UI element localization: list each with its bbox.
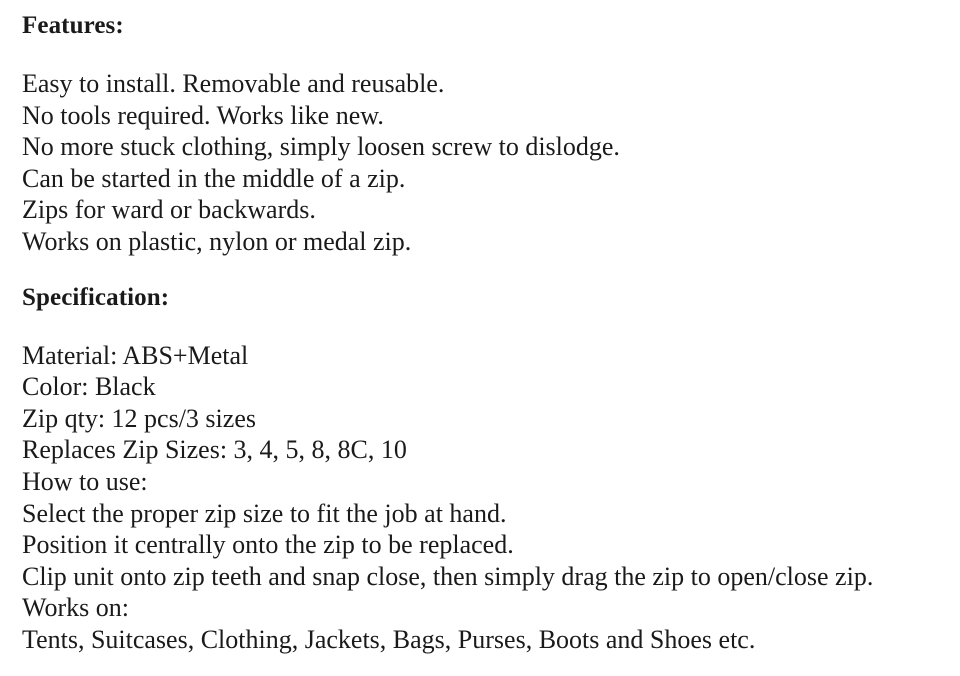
features-line: No more stuck clothing, simply loosen screw to dislodge. (22, 132, 620, 162)
specification-line: Replaces Zip Sizes: 3, 4, 5, 8, 8C, 10 (22, 435, 407, 465)
specification-line: Tents, Suitcases, Clothing, Jackets, Bags, Purses, Boots and Shoes etc. (22, 624, 756, 654)
specification-line: Position it centrally onto the zip to be replaced. (22, 530, 514, 560)
specification-heading: Specification: (22, 283, 170, 311)
features-line: Zips for ward or backwards. (22, 195, 316, 225)
features-line: No tools required. Works like new. (22, 100, 384, 130)
features-line: Works on plastic, nylon or medal zip. (22, 226, 412, 256)
features-list (22, 68, 960, 258)
specification-line: Material: ABS+Metal (22, 340, 249, 370)
features-heading: Features: (22, 12, 124, 39)
specification-line: Clip unit onto zip teeth and snap close, then simply drag the zip to open/close zip. (22, 561, 874, 591)
specification-line: Zip qty: 12 pcs/3 sizes (22, 403, 256, 433)
specification-list (22, 340, 960, 656)
specification-line: Select the proper zip size to fit the job at hand. (22, 498, 507, 528)
specification-line: Works on: (22, 593, 129, 623)
specification-line: How to use: (22, 466, 148, 496)
specification-line: Color: Black (22, 372, 156, 402)
features-line: Easy to install. Removable and reusable. (22, 69, 445, 98)
features-line: Can be started in the middle of a zip. (22, 163, 406, 193)
